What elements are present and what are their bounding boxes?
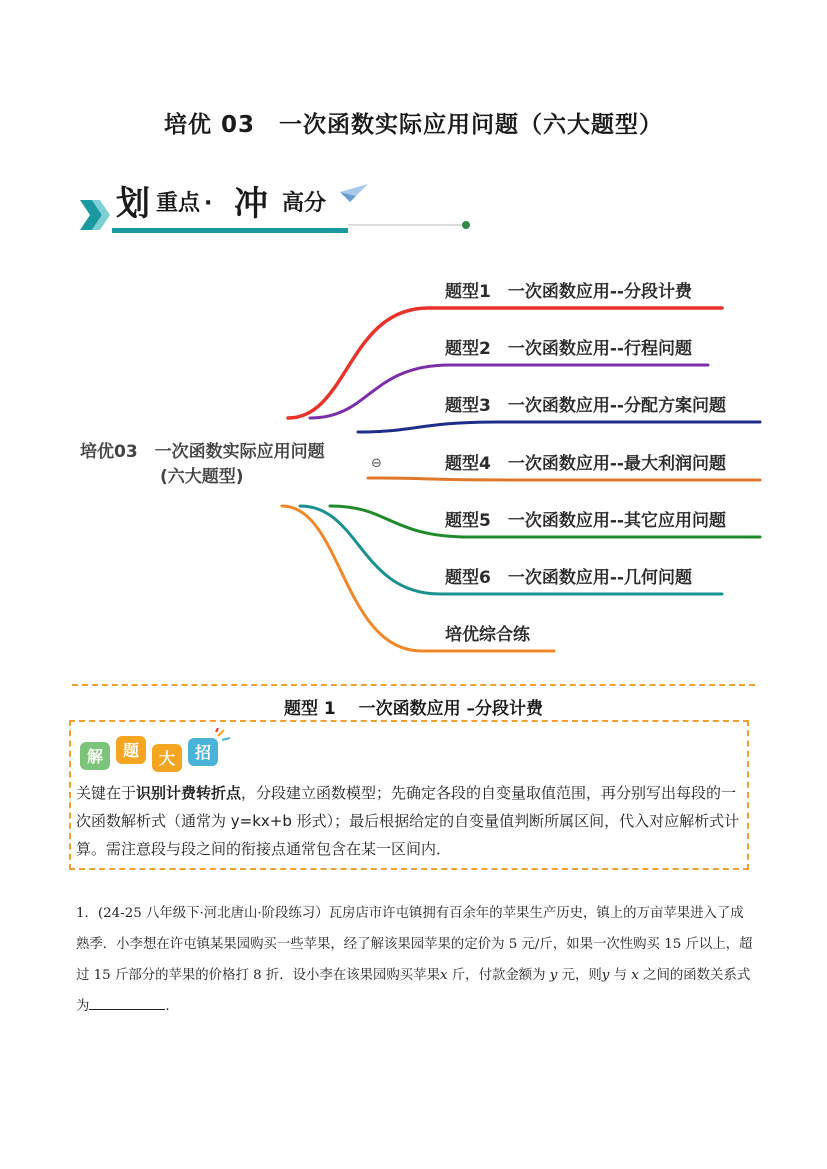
var-x-2: x [631, 968, 639, 983]
branch-label-3: 题型3 一次函数应用--分配方案问题 [445, 396, 726, 416]
problem-text-4: 与 [609, 968, 632, 983]
banner-dot: · [204, 191, 213, 216]
svg-text:题: 题 [122, 741, 140, 760]
section-divider [72, 684, 755, 686]
problem-text-3: 元，则 [557, 968, 602, 983]
banner-text-2: 高分 [282, 191, 327, 216]
branch-label-5: 题型5 一次函数应用--其它应用问题 [445, 511, 726, 531]
branch-line-3 [358, 422, 760, 432]
var-y-2: y [601, 968, 610, 983]
branch-label-4: 题型4 一次函数应用--最大利润问题 [445, 454, 726, 474]
var-x: x [439, 968, 448, 983]
svg-text:招: 招 [194, 743, 212, 762]
problem-text-6: ． [165, 999, 179, 1014]
branch-label-6: 题型6 一次函数应用--几何问题 [445, 568, 692, 588]
tip-badge-3 [152, 744, 182, 772]
tip-badge-2 [116, 736, 146, 764]
svg-text:解: 解 [86, 747, 104, 766]
banner-char-1: 划 [116, 184, 150, 224]
sparkle-icon [216, 728, 230, 740]
answer-blank[interactable] [89, 995, 165, 1010]
branch-label-1: 题型1 一次函数应用--分段计费 [445, 282, 692, 302]
plane-icon [340, 184, 368, 202]
problem-1 [76, 898, 754, 1022]
tip-text-post: ，分段建立函数模型；先确定各段的自变量取值范围，再分别写出每段的一次函数解析式（通常为 y=kx+b 形式）；最后根据给定的自变量值判断所属区间，代入对应解析式计算。需注意段与段之间的衔接点通常包含在某一区间内． [76, 784, 740, 858]
branch-label-7: 培优综合练 [445, 625, 530, 645]
tip-badge-1 [80, 742, 110, 770]
problem-text-2: 斤，付款金额为 [447, 968, 550, 983]
banner-text-1: 重点 [156, 191, 201, 216]
tip-badge-4 [188, 738, 218, 766]
tip-badges [78, 728, 238, 774]
document-title: 培优 03 一次函数实际应用问题（六大题型） [163, 112, 663, 138]
var-y: y [549, 968, 558, 983]
tip-text [76, 779, 744, 863]
svg-text:大: 大 [158, 749, 176, 768]
banner-underline [112, 228, 348, 233]
banner-char-2: 冲 [234, 184, 268, 224]
section-title: 题型 1 一次函数应用 –分段计费 [283, 699, 544, 719]
mind-map [0, 250, 827, 670]
collapse-icon[interactable]: ⊖ [371, 456, 382, 471]
tip-text-pre: 关键在于 [76, 784, 137, 802]
tip-text-bold: 识别计费转折点 [136, 784, 242, 802]
banner-rule-dot [462, 221, 470, 229]
section-banner [78, 170, 478, 240]
mind-map-root-line-2: (六大题型) [160, 467, 244, 487]
problem-text-1: 1．(24-25 八年级下·河北唐山·阶段练习）瓦房店市许屯镇拥有百余年的苹果生产历史，镇上的万亩苹果进入了成熟季．小李想在许屯镇某果园购买一些苹果，经了解该果园苹果的定价为 5 元/斤，如果一次性购买 15 斤以上，超过 15 斤部分的苹果的价格打 8 折．设小李在该果园购买苹果 [76, 906, 753, 983]
mind-map-root-line-1: 培优03 一次函数实际应用问题 [80, 442, 325, 462]
branch-line-4 [368, 478, 760, 480]
problem-text-5: 之间的函数关系式为 [76, 968, 751, 1014]
branch-label-2: 题型2 一次函数应用--行程问题 [445, 339, 692, 359]
